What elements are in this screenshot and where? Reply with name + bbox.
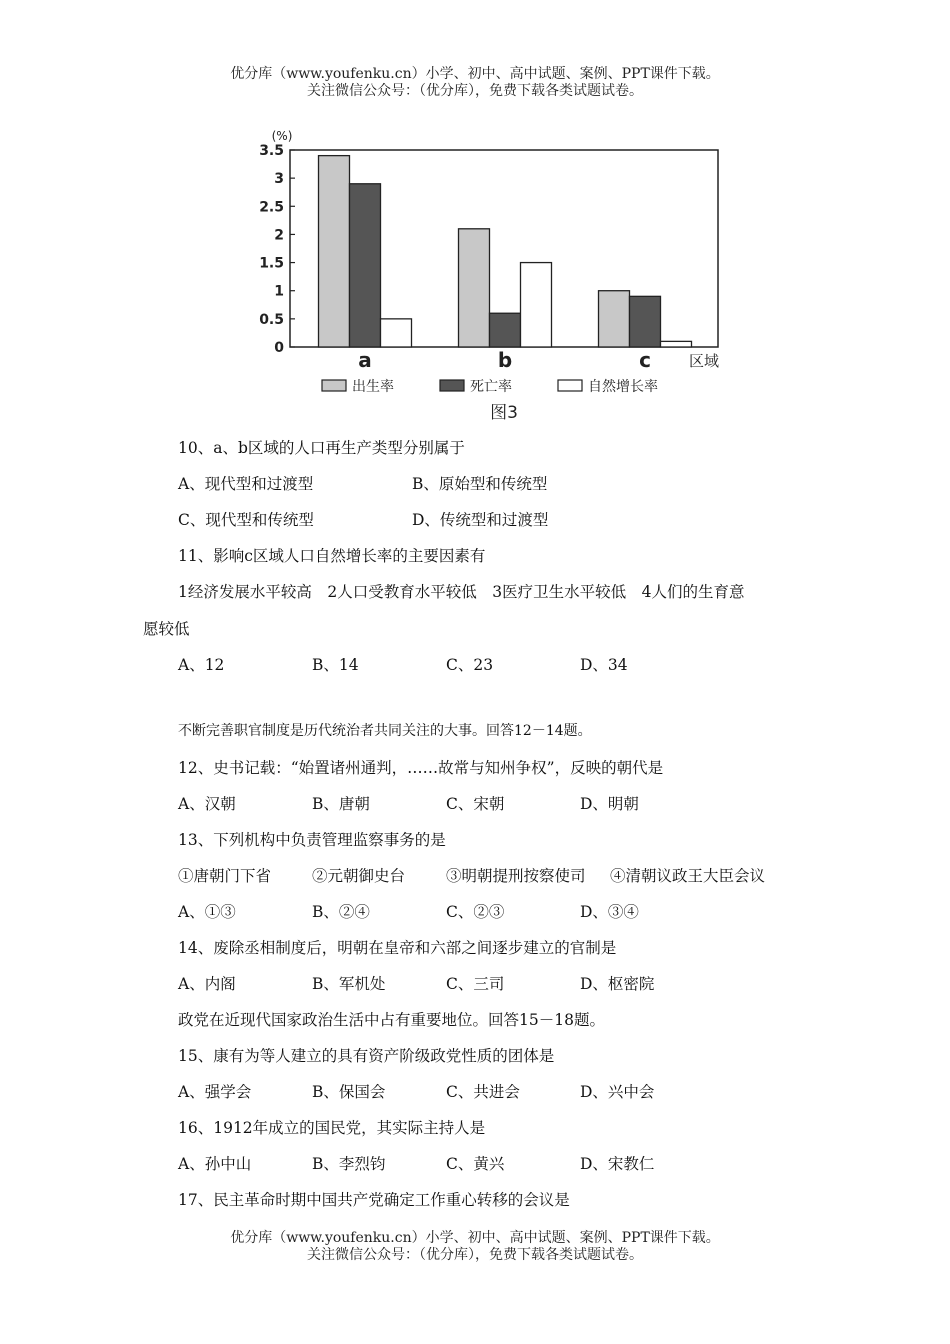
population-bar-chart — [240, 125, 760, 425]
page-header — [0, 66, 950, 100]
q15-stem: 15、康有为等人建立的具有资产阶级政党性质的团体是 — [178, 1047, 555, 1065]
q11-items-cont: 愿较低 — [143, 620, 190, 638]
q13-item-4: ④清朝议政王大臣会议 — [610, 867, 766, 885]
legend-swatch-2 — [558, 380, 582, 391]
q16-option-c: C、黄兴 — [446, 1155, 505, 1173]
y-tick-label: 1 — [274, 283, 284, 300]
y-tick-label: 0 — [274, 340, 284, 356]
bar-c-series-0 — [599, 291, 630, 347]
bar-a-series-0 — [319, 156, 350, 347]
y-tick-label: 3 — [274, 171, 284, 188]
q10-option-d: D、传统型和过渡型 — [412, 511, 549, 529]
section-intro-15-18: 政党在近现代国家政治生活中占有重要地位。回答15－18题。 — [178, 1011, 605, 1029]
y-axis-label: (%) — [271, 129, 293, 143]
q10-option-a: A、现代型和过渡型 — [178, 475, 314, 493]
legend-swatch-0 — [322, 380, 346, 391]
q12-option-c: C、宋朝 — [446, 795, 505, 813]
q15-option-a: A、强学会 — [178, 1083, 252, 1101]
q14-option-c: C、三司 — [446, 975, 505, 993]
q11-option-d: D、34 — [580, 656, 628, 674]
bar-a-series-2 — [381, 319, 412, 347]
q12-stem: 12、史书记载：“始置诸州通判，……故常与知州争权”，反映的朝代是 — [178, 759, 664, 777]
q13-item-2: ②元朝御史台 — [312, 867, 406, 885]
header-line-2: 关注微信公众号：（优分库），免费下载各类试题试卷。 — [307, 83, 643, 99]
q16-stem: 16、1912年成立的国民党，其实际主持人是 — [178, 1119, 486, 1137]
bar-b-series-2 — [521, 263, 552, 347]
q11-stem: 11、影响c区域人口自然增长率的主要因素有 — [178, 547, 486, 565]
q14-stem: 14、废除丞相制度后，明朝在皇帝和六部之间逐步建立的官制是 — [178, 939, 617, 957]
header-line-1: 优分库（www.youfenku.cn）小学、初中、高中试题、案例、PPT课件下载。 — [230, 66, 720, 82]
q15-option-c: C、共进会 — [446, 1083, 520, 1101]
q12-option-b: B、唐朝 — [312, 795, 370, 813]
y-tick-label: 2 — [274, 227, 284, 244]
legend-label: 死亡率 — [470, 379, 512, 395]
legend-swatch-1 — [440, 380, 464, 391]
q14-option-a: A、内阁 — [178, 975, 236, 993]
bar-c-series-2 — [661, 341, 692, 347]
footer-line-1: 优分库（www.youfenku.cn）小学、初中、高中试题、案例、PPT课件下载。 — [230, 1230, 720, 1246]
q17-stem: 17、民主革命时期中国共产党确定工作重心转移的会议是 — [178, 1191, 570, 1209]
q13-option-d: D、③④ — [580, 903, 639, 921]
q11-option-b: B、14 — [312, 656, 359, 674]
q14-option-d: D、枢密院 — [580, 975, 655, 993]
y-tick-label: 2.5 — [259, 199, 284, 216]
bar-a-series-1 — [350, 184, 381, 347]
x-axis-label: 区域 — [688, 352, 720, 370]
q15-option-b: B、保国会 — [312, 1083, 386, 1101]
q11-option-a: A、12 — [178, 656, 225, 674]
q13-option-b: B、②④ — [312, 903, 370, 921]
q11-option-c: C、23 — [446, 656, 494, 674]
legend-label: 自然增长率 — [588, 379, 658, 395]
bar-b-series-0 — [459, 229, 490, 347]
q12-option-a: A、汉朝 — [178, 795, 236, 813]
y-tick-label: 0.5 — [259, 311, 284, 328]
bar-b-series-1 — [490, 313, 521, 347]
q12-option-d: D、明朝 — [580, 795, 639, 813]
q13-item-3: ③明朝提刑按察使司 — [446, 867, 586, 885]
q14-option-b: B、军机处 — [312, 975, 386, 993]
x-category-label: b — [497, 348, 513, 372]
q16-option-b: B、李烈钧 — [312, 1155, 386, 1173]
q15-option-d: D、兴中会 — [580, 1083, 655, 1101]
bar-c-series-1 — [630, 296, 661, 347]
x-category-label: c — [639, 348, 651, 372]
page-footer — [0, 1230, 950, 1264]
q13-option-a: A、①③ — [178, 903, 236, 921]
section-intro-12-14: 不断完善职官制度是历代统治者共同关注的大事。回答12－14题。 — [178, 723, 592, 739]
q13-option-c: C、②③ — [446, 903, 505, 921]
legend-label: 出生率 — [352, 379, 394, 395]
footer-line-2: 关注微信公众号：（优分库），免费下载各类试题试卷。 — [307, 1247, 643, 1263]
q16-option-a: A、孙中山 — [178, 1155, 252, 1173]
q10-stem: 10、a、b区域的人口再生产类型分别属于 — [178, 439, 465, 457]
y-tick-label: 1.5 — [259, 255, 284, 272]
q10-option-b: B、原始型和传统型 — [412, 475, 548, 493]
q10-option-c: C、现代型和传统型 — [178, 511, 314, 529]
q16-option-d: D、宋教仁 — [580, 1155, 655, 1173]
q11-items: 1经济发展水平较高 2人口受教育水平较低 3医疗卫生水平较低 4人们的生育意 — [178, 583, 745, 601]
chart-title: 图3 — [490, 403, 518, 423]
q13-stem: 13、下列机构中负责管理监察事务的是 — [178, 831, 446, 849]
q13-item-1: ①唐朝门下省 — [178, 867, 272, 885]
y-tick-label: 3.5 — [259, 143, 284, 159]
x-category-label: a — [358, 348, 372, 372]
